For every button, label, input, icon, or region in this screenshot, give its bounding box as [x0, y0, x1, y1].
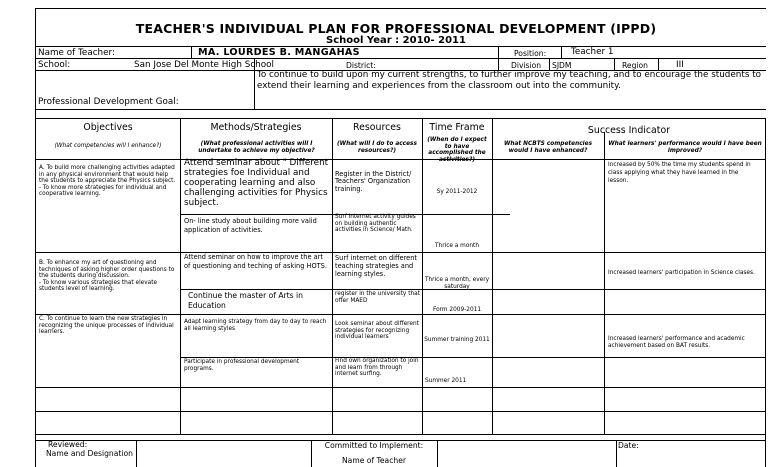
method-c2: Participate in professional development programs. [184, 359, 300, 372]
method-a1: Attend seminar about " Different strategies foe Individual and cooperating learning and also challenging activities for Physics subject. [184, 158, 329, 208]
method-b2: Continue the master of Arts in Education [188, 291, 303, 310]
divider [36, 159, 766, 160]
goal-label: Professional Development Goal: [38, 97, 179, 107]
time-b2: Form 2009-2011 [432, 307, 482, 313]
school-year: School Year : 2010- 2011 [326, 35, 466, 46]
divider [604, 132, 605, 434]
divider [36, 387, 766, 388]
divider [180, 357, 766, 358]
col-methods: Methods/Strategies [210, 122, 302, 133]
learners-b1: Increased learners' participation in Science clases. [608, 270, 755, 276]
name-of-teacher-label: Name of Teacher [341, 456, 406, 465]
divider [36, 411, 766, 412]
division-value: SJDM [552, 61, 572, 70]
region-value: III [676, 60, 684, 70]
time-c2: Summer 2011 [425, 378, 467, 384]
divider [549, 58, 550, 70]
divider [492, 118, 493, 434]
resource-b1: Surf internet on different teaching strategies and learning styles. [335, 254, 417, 278]
method-a2: On- line study about building more valid application of activities. [184, 217, 317, 234]
goal-text: To continue to build upon my current strengths, to further improve my teaching, and to encourage the students to extend their learning and experiences from the classroom out into the community. [257, 70, 762, 91]
divider [36, 252, 766, 253]
divider [36, 109, 766, 110]
col-methods-sub: (What professional activities will I undertake to achieve my objective? [198, 141, 315, 154]
divider [614, 58, 615, 70]
time-b1: Thrice a month, every saturday [424, 277, 490, 290]
col-success-learners: What learners' performance would I have been improved? [608, 141, 762, 154]
objective-c: C. To continue to learn the new strategies in recognizing the unique processes of individual learners. [39, 316, 174, 336]
divider [180, 118, 181, 434]
divider [616, 440, 617, 467]
divider [765, 118, 766, 467]
col-success: Success Indicator [587, 125, 671, 136]
divider [437, 440, 438, 467]
col-objectives-sub: (What competencies will I enhance?) [54, 143, 162, 149]
division-label: Division [511, 61, 542, 70]
method-b1: Attend seminar on how to improve the art of questioning and teching of asking HOTS. [184, 253, 327, 270]
time-a2: Thrice a month [434, 243, 479, 249]
divider [36, 314, 766, 315]
divider [36, 46, 766, 47]
divider [191, 46, 192, 58]
teacher-name: MA. LOURDES B. MANGAHAS [198, 47, 360, 58]
objective-a: A. To build more challenging activities adapted in any physical environment that would help the students to appreciate the Physics subject. - To know more strategies for individual and cooperative learning. [39, 165, 176, 198]
resource-b2: register in the university that offer MAED [335, 291, 420, 304]
divider [332, 118, 333, 434]
col-timeframe-sub: (When do I expect to have accomplished the activities?) [427, 137, 487, 163]
method-c1: Adapt learning strategy from day to day to reach all learning styles [184, 319, 327, 332]
teacher-label: Name of Teacher: [38, 48, 115, 58]
col-resources: Resources [353, 122, 401, 133]
col-objectives: Objectives [83, 122, 133, 133]
learners-c1: Increased learners' performance and academic achievement based on BAT results. [608, 336, 745, 349]
resource-a1: Register in the District/ Teachers' Organization training. [335, 170, 412, 193]
objective-b: B. To enhance my art of questioning and techniques of asking higher order questions to the students during discussion. - To know various strategies that elevate students level of learning. [39, 260, 175, 293]
position-label: Position: [514, 49, 547, 58]
divider [498, 46, 499, 70]
district-label: District: [346, 61, 376, 70]
position-value: Teacher 1 [571, 47, 614, 57]
learners-a1: Increased by 50% the time my students spend in class applying what they have learned in the lesson. [608, 162, 751, 184]
col-success-ncbts: What NCBTS competencies would I have enhanced? [503, 141, 593, 154]
divider [136, 440, 137, 467]
resource-a2: Surf internet activity guides on building authentic activities in Science/ Math. [335, 214, 416, 234]
divider [422, 118, 423, 434]
divider [36, 58, 766, 59]
form-title: TEACHER'S INDIVIDUAL PLAN FOR PROFESSIONAL DEVELOPMENT (IPPD) [135, 21, 657, 36]
divider [36, 434, 766, 435]
committed-label: Committed to Implement: [324, 441, 424, 450]
divider [561, 46, 562, 58]
date-label: Date: [618, 441, 639, 450]
reviewed-label: Reviewed: [48, 440, 88, 449]
col-resources-sub: (What will I do to access resources?) [337, 141, 417, 154]
resource-c2: Find own organization to join and learn from through internet surfing. [335, 358, 419, 378]
col-timeframe: Time Frame [429, 122, 485, 133]
ippd-form [35, 8, 766, 467]
resource-c1: Look seminar about different strategies for recognizing individual learners [335, 321, 419, 341]
divider [658, 58, 659, 70]
time-a1: Sy 2011-2012 [436, 189, 478, 195]
school-value: San Jose Del Monte High School [134, 60, 274, 70]
region-label: Region [622, 61, 648, 70]
school-label: School: [38, 60, 71, 70]
divider [36, 118, 766, 119]
name-designation-label: Name and Designation [46, 449, 133, 458]
time-c1: Summer training 2011 [424, 337, 490, 343]
